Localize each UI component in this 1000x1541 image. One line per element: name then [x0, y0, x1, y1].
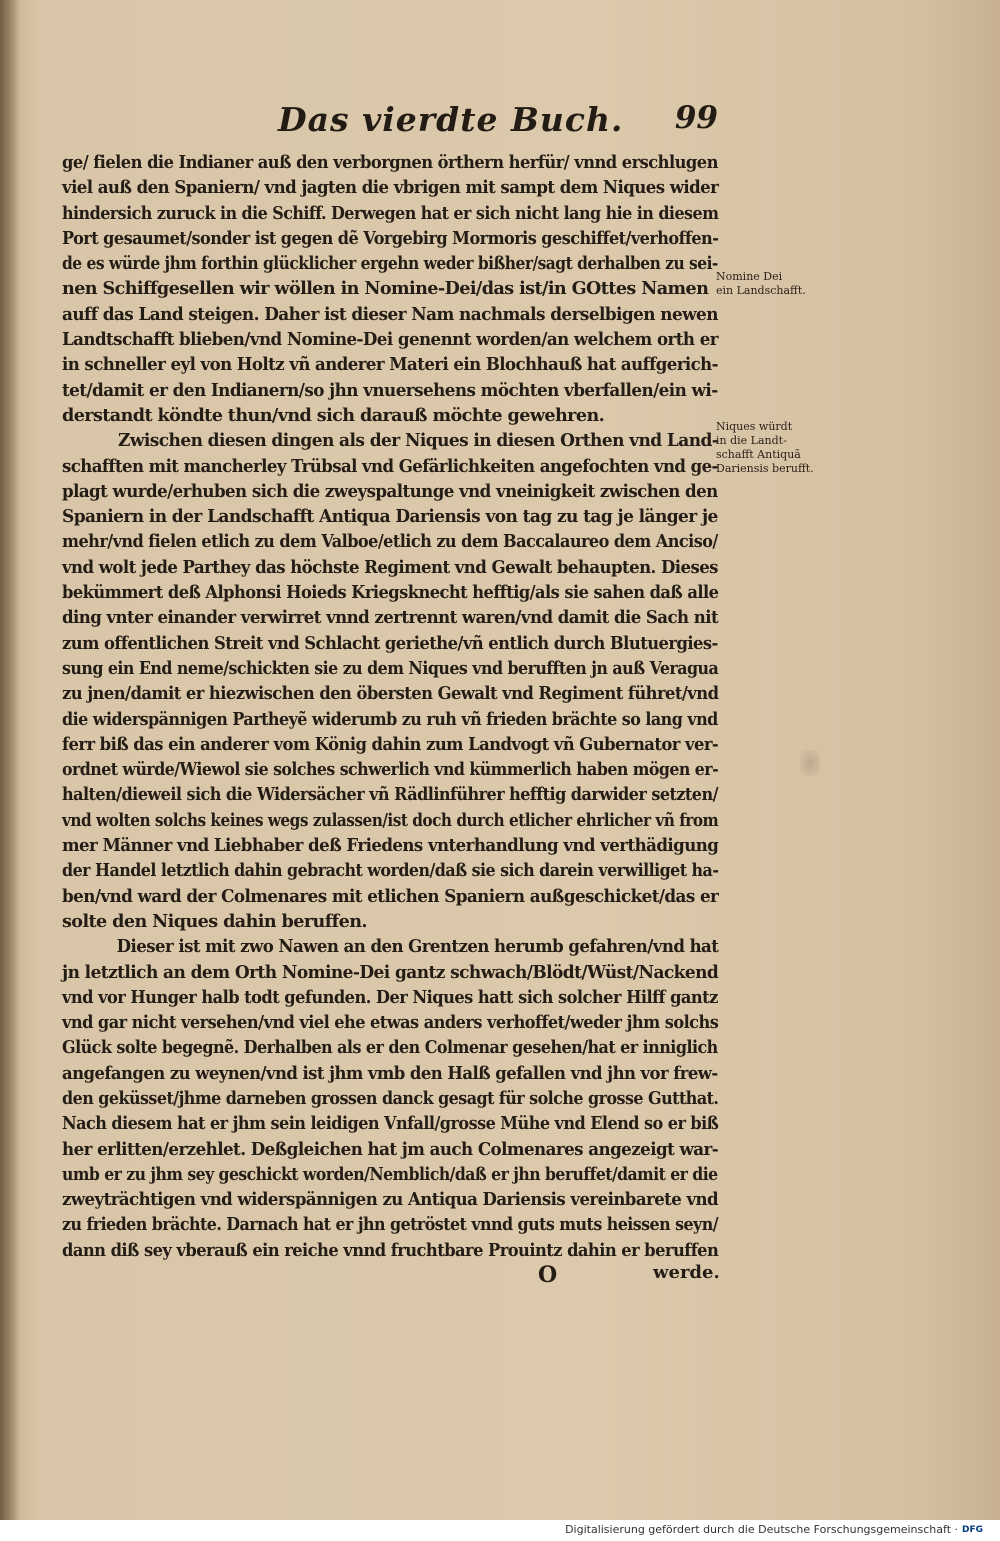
- text-line: in schneller eyl von Holtz vñ anderer Materi ein Blochhauß hat auffgerich-: [62, 354, 718, 376]
- text-line: vnd gar nicht versehen/vnd viel ehe etwas anders verhoffet/weder jhm solchs: [62, 1012, 719, 1034]
- text-line: plagt wurde/erhuben sich die zweyspaltunge vnd vneinigkeit zwischen den: [62, 480, 718, 502]
- text-line: Dieser ist mit zwo Nawen an den Grentzen herumb gefahren/vnd hat: [116, 936, 719, 958]
- text-line: zu jnen/damit er hiezwischen den öbersten Gewalt vnd Regiment führet/vnd: [62, 683, 719, 705]
- margin-note-line: schafft Antiquã: [716, 448, 801, 461]
- page-header: [278, 100, 718, 144]
- text-line: mehr/vnd fielen etlich zu dem Valboe/etlich zu dem Baccalaureo dem Anciso/: [62, 531, 718, 553]
- text-line: nen Schiffgesellen wir wöllen in Nomine-Dei/das ist/in GOttes Namen: [62, 278, 709, 300]
- text-line: Zwischen diesen dingen als der Niques in diesen Orthen vnd Land-: [118, 430, 719, 452]
- text-line: mer Männer vnd Liebhaber deß Friedens vnterhandlung vnd verthädigung: [62, 835, 719, 857]
- body-text: [62, 150, 718, 1263]
- text-line: umb er zu jhm sey geschickt worden/Nemblich/daß er jhn beruffet/damit er die: [62, 1163, 718, 1185]
- catchword: werde.: [653, 1262, 720, 1283]
- text-line: der Handel letztlich dahin gebracht worden/daß sie sich darein verwilliget ha-: [62, 860, 719, 882]
- margin-note-nomine-dei: [716, 270, 816, 298]
- text-line: hindersich zuruck in die Schiff. Derwegen hat er sich nicht lang hie in diesem: [62, 202, 719, 224]
- margin-note-niques: [716, 420, 816, 476]
- book-spine-shadow: [0, 0, 20, 1520]
- text-line: vnd wolten solchs keines wegs zulassen/ist doch durch etlicher ehrlicher vñ from: [62, 809, 719, 831]
- text-line: die widerspännigen Partheyẽ widerumb zu ruh vñ frieden brächte so lang vnd: [62, 708, 718, 730]
- ink-smudge: [800, 750, 820, 776]
- signature-mark: O: [538, 1262, 558, 1288]
- text-line: angefangen zu weynen/vnd ist jhm vmb den Halß gefallen vnd jhn vor frew-: [62, 1062, 718, 1084]
- text-line: viel auß den Spaniern/ vnd jagten die vbrigen mit sampt dem Niques wider: [62, 177, 719, 199]
- margin-note-line: Dariensis berufft.: [716, 462, 814, 475]
- page-number: 99: [674, 100, 718, 136]
- running-head: Das vierdte Buch.: [278, 100, 624, 139]
- text-line: Port gesaumet/sonder ist gegen dẽ Vorgebirg Mormoris geschiffet/verhoffen-: [62, 227, 719, 249]
- text-line: derstandt köndte thun/vnd sich darauß möchte gewehren.: [62, 404, 605, 426]
- footer-bar: [0, 1520, 1000, 1541]
- text-line: vnd wolt jede Parthey das höchste Regiment vnd Gewalt behaupten. Dieses: [62, 556, 718, 578]
- text-line: ferr biß das ein anderer vom König dahin zum Landvogt vñ Gubernator ver-: [62, 733, 719, 755]
- text-line: ordnet würde/Wiewol sie solches schwerlich vnd kümmerlich haben mögen er-: [62, 759, 719, 781]
- funding-credit: Digitalisierung gefördert durch die Deutsche Forschungsgemeinschaft ·: [565, 1523, 958, 1536]
- text-line: tet/damit er den Indianern/so jhn vnuersehens möchten vberfallen/ein wi-: [62, 379, 718, 401]
- margin-note-line: ein Landschafft.: [716, 284, 806, 297]
- text-line: Nach diesem hat er jhm sein leidigen Vnfall/grosse Mühe vnd Elend so er biß: [62, 1113, 719, 1135]
- text-line: dann diß sey vberauß ein reiche vnnd fruchtbare Prouintz dahin er beruffen: [62, 1239, 719, 1261]
- margin-note-line: Nomine Dei: [716, 270, 783, 283]
- text-line: den geküsset/jhme darneben grossen danck gesagt für solche grosse Gutthat.: [62, 1087, 719, 1109]
- text-line: auff das Land steigen. Daher ist dieser Nam nachmals derselbigen newen: [62, 303, 718, 325]
- text-line: halten/dieweil sich die Widersächer vñ Rädlinführer hefftig darwider setzten/: [62, 784, 718, 806]
- text-line: ding vnter einander verwirret vnnd zertrennt waren/vnd damit die Sach nit: [62, 607, 719, 629]
- text-line: zu frieden brächte. Darnach hat er jhn getröstet vnnd guts muts heissen seyn/: [62, 1214, 718, 1236]
- text-line: zweyträchtigen vnd widerspännigen zu Antiqua Dariensis vereinbarete vnd: [62, 1189, 719, 1211]
- text-line: schafften mit mancherley Trübsal vnd Gefärlichkeiten angefochten vnd ge-: [62, 455, 718, 477]
- margin-note-line: Niques würdt: [716, 420, 793, 433]
- text-line: solte den Niques dahin beruffen.: [62, 910, 367, 932]
- text-line: sung ein End neme/schickten sie zu dem Niques vnd berufften jn auß Veragua: [62, 657, 719, 679]
- dfg-logo: DFG: [962, 1525, 984, 1535]
- text-line: zum offentlichen Streit vnd Schlacht geriethe/vñ entlich durch Blutuergies-: [62, 632, 718, 654]
- text-line: bekümmert deß Alphonsi Hoieds Kriegsknecht hefftig/als sie sahen daß alle: [62, 582, 719, 604]
- text-line: Landtschafft blieben/vnd Nomine-Dei genennt worden/an welchem orth er: [62, 329, 718, 351]
- text-line: vnd vor Hunger halb todt gefunden. Der Niques hatt sich solcher Hilff gantz: [62, 986, 718, 1008]
- text-line: Spaniern in der Landschafft Antiqua Dariensis von tag zu tag je länger je: [62, 506, 718, 528]
- margin-note-line: in die Landt-: [716, 434, 787, 447]
- text-line: her erlitten/erzehlet. Deßgleichen hat jm auch Colmenares angezeigt war-: [62, 1138, 719, 1160]
- text-line: de es würde jhm forthin glücklicher ergehn weder bißher/sagt derhalben zu sei-: [62, 253, 718, 275]
- text-line: jn letztlich an dem Orth Nomine-Dei gantz schwach/Blödt/Wüst/Nackend: [62, 961, 719, 983]
- text-line: ge/ fielen die Indianer auß den verborgnen örthern herfür/ vnnd erschlugen: [62, 152, 718, 173]
- text-line: ben/vnd ward der Colmenares mit etlichen Spaniern außgeschicket/das er: [62, 885, 719, 907]
- text-line: Glück solte begegnẽ. Derhalben als er den Colmenar gesehen/hat er inniglich: [62, 1037, 718, 1059]
